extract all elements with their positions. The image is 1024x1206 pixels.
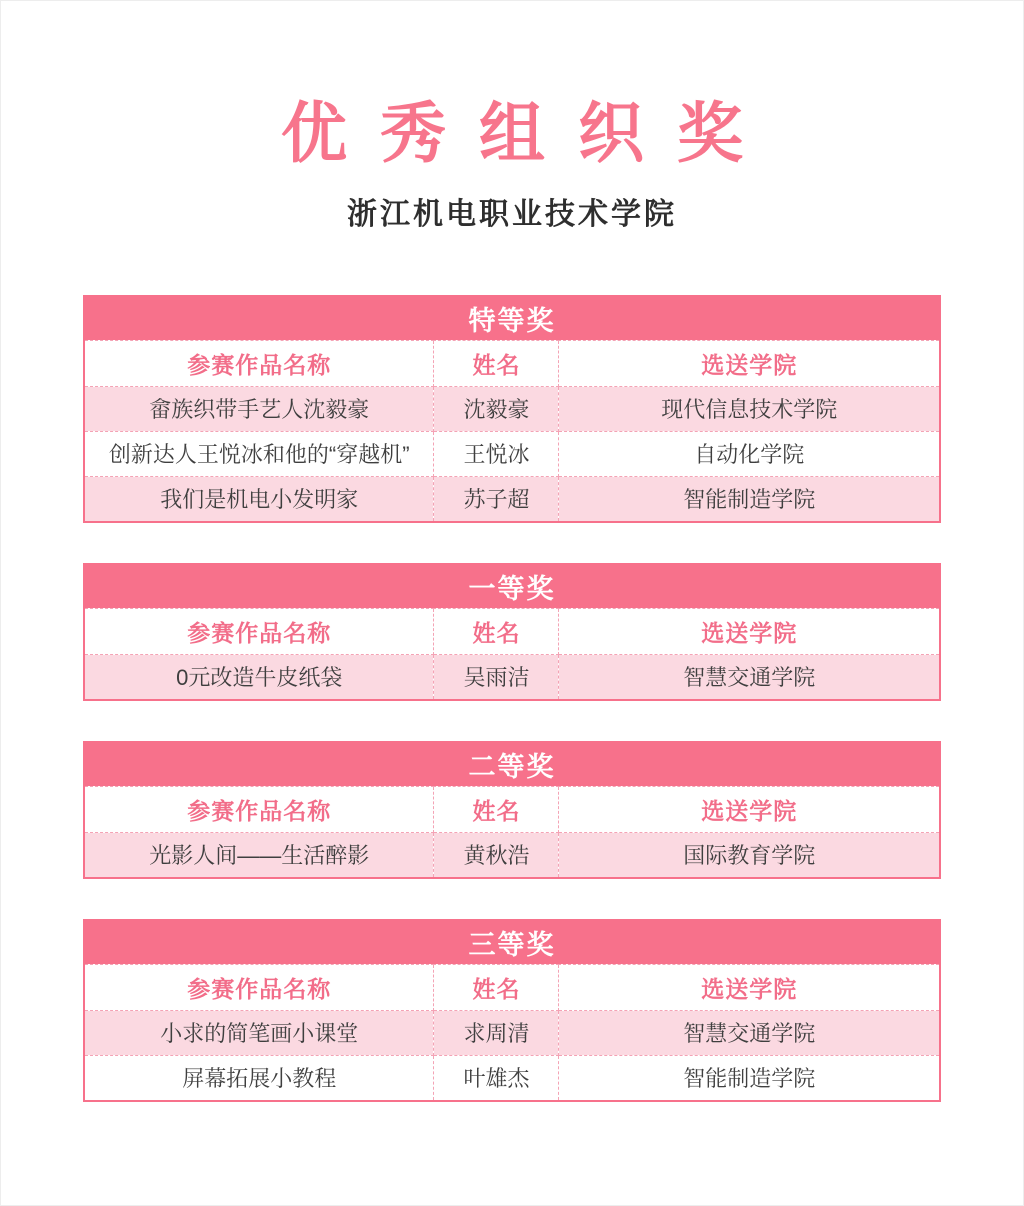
column-header-work: 参赛作品名称 [84,340,434,386]
cell-work: 我们是机电小发明家 [84,476,434,522]
column-header-row [84,608,940,654]
cell-work: 屏幕拓展小教程 [84,1055,434,1101]
award-table-second-prize [83,741,941,879]
tier-band-row [84,564,940,609]
table-row [84,476,940,522]
table-row [84,431,940,476]
award-table-first-prize [83,563,941,701]
column-header-work: 参赛作品名称 [84,964,434,1010]
cell-work: 0元改造牛皮纸袋 [84,654,434,700]
column-header-name: 姓名 [434,340,559,386]
table-row [84,654,940,700]
cell-name: 沈毅豪 [434,386,559,431]
table-row [84,832,940,878]
column-header-name: 姓名 [434,608,559,654]
cell-college: 智能制造学院 [559,1055,940,1101]
cell-work: 光影人间——生活醉影 [84,832,434,878]
tier-band-row [84,920,940,965]
award-table-special-prize [83,295,941,523]
cell-work: 小求的简笔画小课堂 [84,1010,434,1055]
cell-name: 苏子超 [434,476,559,522]
cell-name: 黄秋浩 [434,832,559,878]
column-header-college: 选送学院 [559,786,940,832]
column-header-work: 参赛作品名称 [84,786,434,832]
tier-title: 一等奖 [84,564,940,609]
cell-name: 吴雨洁 [434,654,559,700]
tier-band-row [84,296,940,341]
column-header-work: 参赛作品名称 [84,608,434,654]
cell-work: 畲族织带手艺人沈毅豪 [84,386,434,431]
cell-college: 国际教育学院 [559,832,940,878]
column-header-row [84,964,940,1010]
cell-college: 智慧交通学院 [559,654,940,700]
table-row [84,386,940,431]
column-header-college: 选送学院 [559,608,940,654]
page-subtitle: 浙江机电职业技术学院 [347,197,677,231]
award-table-third-prize [83,919,941,1102]
column-header-row [84,786,940,832]
tier-title: 特等奖 [84,296,940,341]
column-header-college: 选送学院 [559,340,940,386]
cell-college: 现代信息技术学院 [559,386,940,431]
tier-band-row [84,742,940,787]
column-header-name: 姓名 [434,964,559,1010]
cell-college: 智能制造学院 [559,476,940,522]
cell-name: 王悦冰 [434,431,559,476]
column-header-college: 选送学院 [559,964,940,1010]
tier-title: 二等奖 [84,742,940,787]
column-header-name: 姓名 [434,786,559,832]
page-title: 优秀组织奖 [281,98,776,171]
cell-name: 叶雄杰 [434,1055,559,1101]
cell-college: 智慧交通学院 [559,1010,940,1055]
table-row [84,1010,940,1055]
award-tables-section [1,295,1023,1102]
tier-title: 三等奖 [84,920,940,965]
column-header-row [84,340,940,386]
table-row [84,1055,940,1101]
cell-work: 创新达人王悦冰和他的“穿越机” [84,431,434,476]
cell-college: 自动化学院 [559,431,940,476]
cell-name: 求周清 [434,1010,559,1055]
